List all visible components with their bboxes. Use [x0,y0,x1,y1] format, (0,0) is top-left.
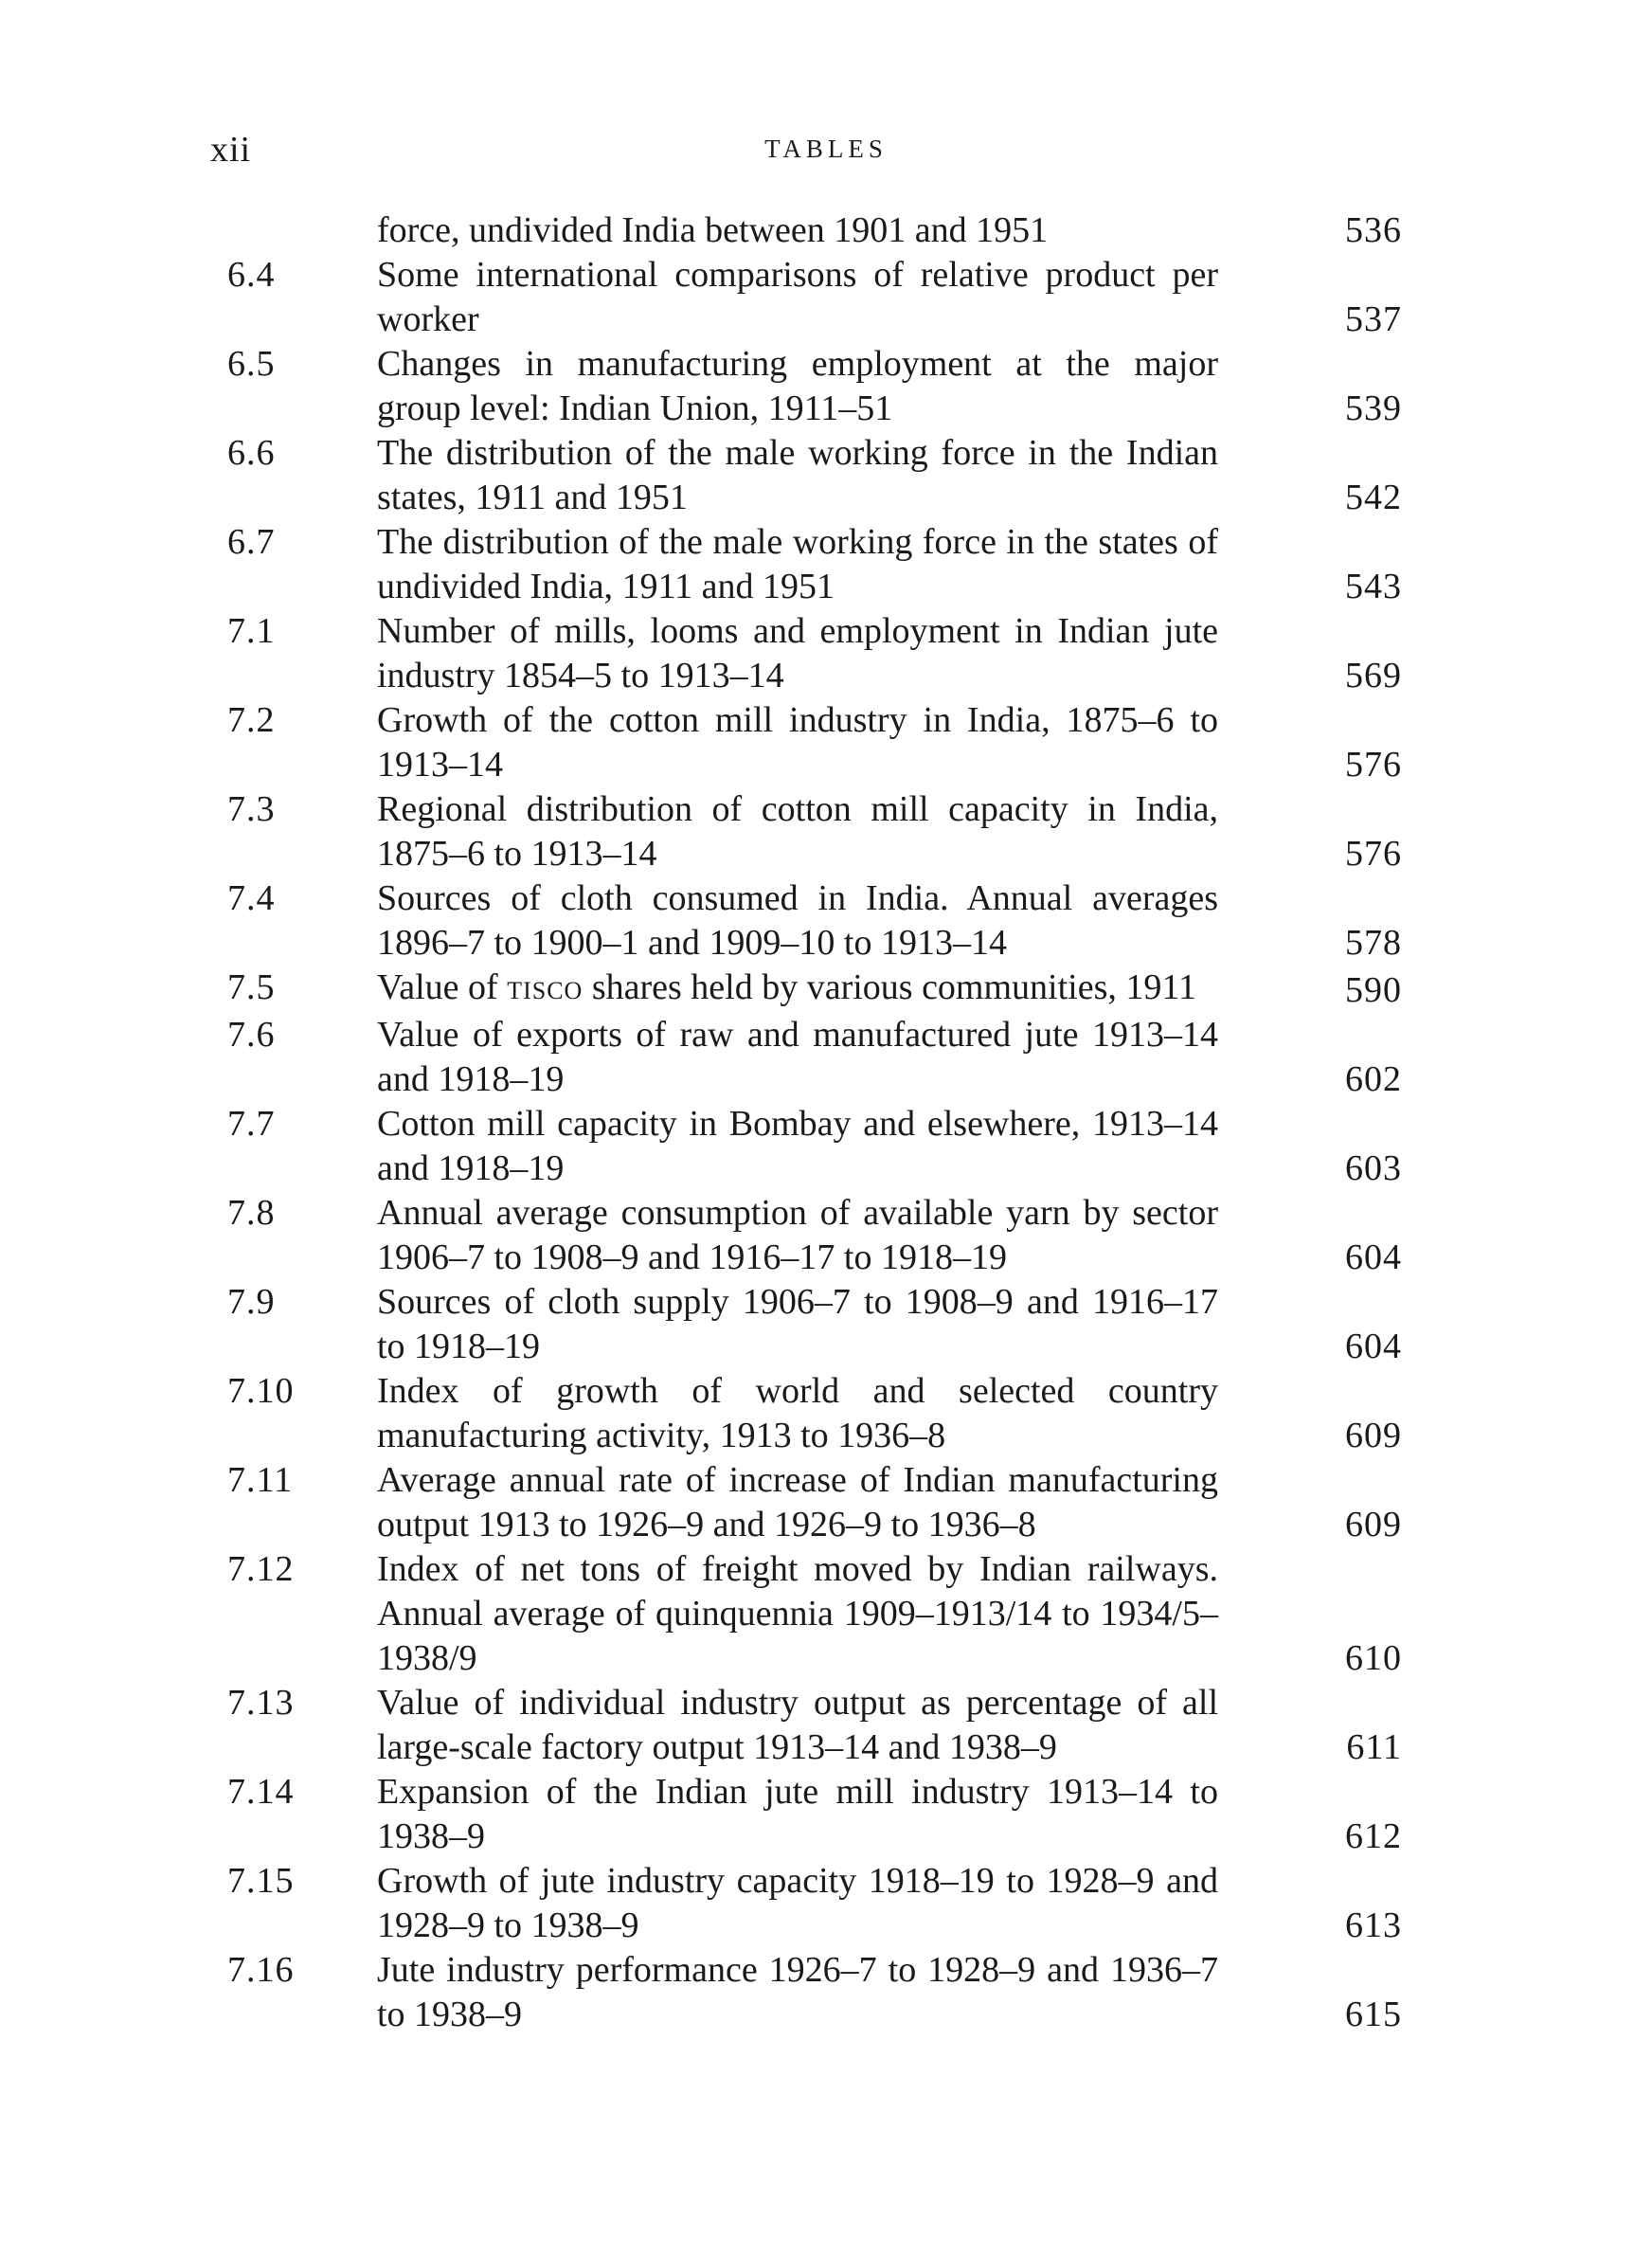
list-item [0,1191,1652,1280]
list-item [0,1458,1652,1547]
table-title: Growth of the cotton mill industry in India, 1875–6 to 1913–14 [377,700,1218,785]
table-title: Sources of cloth consumed in India. Annual averages 1896–7 to 1900–1 and 1909–10 to 1913–14 [377,878,1218,963]
table-title: Value of exports of raw and manufactured jute 1913–14 and 1918–19 [377,1015,1218,1099]
title-text: shares held by various communities, 1911 [583,967,1196,1007]
page-ref: 612 [1345,1816,1402,1856]
page-ref: 610 [1345,1638,1402,1678]
table-title: Index of net tons of freight moved by Indian railways. Annual average of quinquennia 1909–1913/14 to 1934/5–1938/9 [377,1549,1218,1678]
list-item [0,342,1652,431]
table-number: 7.10 [227,1371,295,1411]
list-item [0,1770,1652,1859]
table-title: Sources of cloth supply 1906–7 to 1908–9 and 1916–17 to 1918–19 [377,1282,1218,1366]
page-ref: 576 [1345,834,1402,874]
table-title: Index of growth of world and selected country manufacturing activity, 1913 to 1936–8 [377,1371,1218,1455]
list-item [0,1013,1652,1102]
page-ref: 602 [1345,1059,1402,1099]
table-title: The distribution of the male working force in the Indian states, 1911 and 1951 [377,433,1218,517]
list-item [0,1948,1652,2037]
running-head: TABLES [764,135,888,163]
table-title: Average annual rate of increase of Indian manufacturing output 1913 to 1926–9 and 1926–9 to 1936–8 [377,1460,1218,1544]
table-title: force, undivided India between 1901 and 1951 [377,210,1049,250]
table-number: 7.9 [227,1282,276,1322]
page-ref: 613 [1345,1905,1402,1945]
table-number: 7.14 [227,1772,295,1812]
list-item [0,609,1652,698]
list-item [0,1102,1652,1191]
page-ref: 536 [1345,210,1402,250]
table-number: 6.5 [227,344,276,384]
list-item [0,787,1652,876]
table-number: 7.2 [227,700,276,740]
table-number: 7.15 [227,1861,295,1901]
table-title: Expansion of the Indian jute mill industry 1913–14 to 1938–9 [377,1772,1218,1856]
list-item [0,698,1652,787]
page-ref: 543 [1345,567,1402,606]
list-item [0,1547,1652,1681]
table-number: 7.11 [227,1460,294,1500]
list-item [0,1681,1652,1770]
list-item [0,253,1652,342]
title-text: Value of [377,967,508,1007]
table-number: 7.4 [227,878,276,918]
page-ref: 604 [1345,1327,1402,1366]
page-ref: 578 [1345,923,1402,963]
table-number: 6.4 [227,255,276,295]
page-ref: 537 [1345,299,1402,339]
table-number: 6.6 [227,433,276,473]
table-number: 6.7 [227,522,276,562]
list-item [0,520,1652,609]
list-item [0,1369,1652,1458]
list-item [0,876,1652,966]
table-title: Number of mills, looms and employment in Indian jute industry 1854–5 to 1913–14 [377,611,1218,695]
table-title: Value of individual industry output as percentage of all large-scale factory output 1913–14 and 1938–9 [377,1683,1218,1767]
list-item [0,208,1652,253]
table-title [377,966,1218,1013]
table-title: Cotton mill capacity in Bombay and elsewhere, 1913–14 and 1918–19 [377,1104,1218,1188]
page-ref: 590 [1345,970,1402,1010]
page-ref: 569 [1345,656,1402,695]
page-ref: 604 [1345,1237,1402,1277]
list-item [0,1859,1652,1948]
table-number: 7.6 [227,1015,276,1055]
table-number: 7.7 [227,1104,276,1144]
list-item [0,431,1652,520]
table-number: 7.3 [227,789,276,829]
page-ref: 603 [1345,1148,1402,1188]
page-ref: 609 [1345,1505,1402,1544]
page-ref: 576 [1345,745,1402,785]
page-number: xii [210,130,252,170]
table-number: 7.12 [227,1549,295,1589]
list-item [0,1280,1652,1369]
list-item [0,966,1652,1013]
page-ref: 539 [1345,388,1402,428]
page-ref: 542 [1345,478,1402,517]
table-title: Changes in manufacturing employment at the major group level: Indian Union, 1911–51 [377,344,1218,428]
table-number: 7.16 [227,1950,295,1990]
table-title: Some international comparisons of relative product per worker [377,255,1218,339]
page-ref: 615 [1345,1995,1402,2034]
table-number: 7.1 [227,611,276,651]
table-title: The distribution of the male working force in the states of undivided India, 1911 and 1951 [377,522,1218,606]
table-title: Growth of jute industry capacity 1918–19 to 1928–9 and 1928–9 to 1938–9 [377,1861,1218,1945]
title-smallcaps: TISCO [507,977,584,1004]
page-ref: 609 [1345,1416,1402,1455]
table-title: Jute industry performance 1926–7 to 1928–9 and 1936–7 to 1938–9 [377,1950,1218,2034]
table-number: 7.8 [227,1193,276,1233]
table-number: 7.13 [227,1683,295,1723]
table-title: Annual average consumption of available yarn by sector 1906–7 to 1908–9 and 1916–17 to 1918–19 [377,1193,1218,1277]
page-ref: 611 [1346,1727,1402,1767]
table-number: 7.5 [227,967,276,1007]
table-list [0,208,1652,2037]
table-title: Regional distribution of cotton mill capacity in India, 1875–6 to 1913–14 [377,789,1218,874]
